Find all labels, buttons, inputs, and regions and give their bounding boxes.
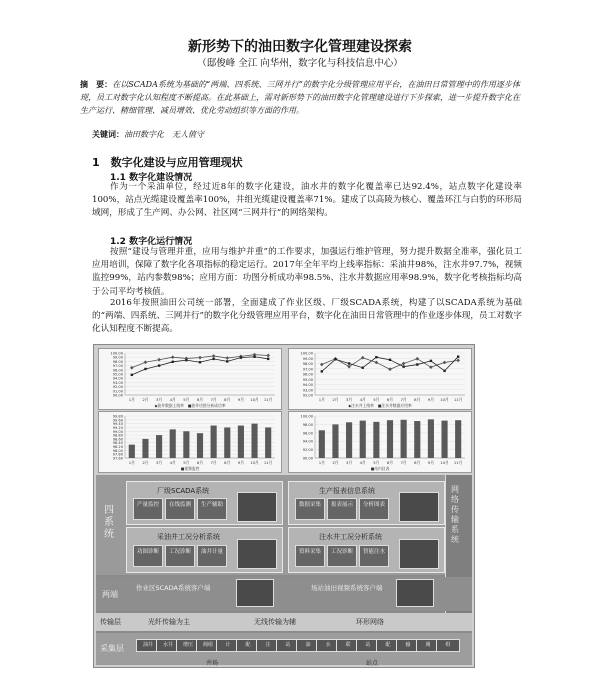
paragraph-1: 作为一个采油单位，经过近8年的数字化建设，油水井的数字化覆盖率已达92.4%，站点数字化建设率100%，站点光缆建设覆盖率100%，井组光缆建设覆盖率71%。建成了以高陵为核心、覆盖环江与白豹的环形局域网，形成了生产网、办公网、社区网“三网并行”的网络架构。 — [92, 182, 522, 219]
bar — [142, 439, 148, 458]
data-point — [348, 362, 350, 364]
x-tick-label: 5月 — [373, 397, 380, 402]
y-tick-label: 98.00 — [112, 448, 123, 453]
x-tick-label: 11月 — [453, 397, 463, 402]
data-point — [253, 356, 255, 358]
y-tick-label: 98.20 — [112, 445, 123, 450]
data-point — [375, 356, 377, 358]
data-point — [320, 363, 324, 367]
data-point — [402, 362, 406, 366]
data-point — [199, 361, 201, 363]
data-point — [158, 364, 160, 366]
collect-item: 增压 — [176, 639, 200, 652]
y-tick-label: 94.00 — [302, 439, 313, 444]
collect-item: 水 — [316, 639, 340, 652]
x-tick-label: 3月 — [345, 397, 353, 402]
x-tick-label: 8月 — [224, 397, 231, 402]
data-point — [321, 370, 323, 372]
x-tick-label: 3月 — [155, 460, 163, 465]
x-tick-label: 1月 — [318, 460, 325, 465]
y-tick-label: 94.00 — [112, 376, 123, 381]
bar — [332, 424, 338, 458]
x-tick-label: 1月 — [128, 460, 135, 465]
chart-legend: ◆注水井上线率 ■注水井数据应用率 — [348, 403, 412, 408]
label-two-ends: 两端 — [102, 590, 118, 599]
label-transmission: 传输层 — [100, 618, 121, 626]
subsection-1-1-title: 1.1 数字化建设情况 — [110, 173, 193, 183]
y-tick-label: 95.00 — [112, 372, 123, 377]
client-video: 场站油田视频系统客户端 — [311, 584, 383, 592]
panel-title: 采油井工况分析系统 — [157, 533, 220, 541]
x-tick-label: 1月 — [318, 397, 325, 402]
data-point — [415, 357, 419, 361]
bar — [455, 420, 461, 458]
y-tick-label: 98.40 — [112, 441, 123, 446]
y-tick-label: 97.00 — [112, 364, 123, 369]
y-tick-label: 97.80 — [112, 452, 123, 457]
collect-item: 配 — [236, 639, 260, 652]
bar — [360, 421, 366, 458]
y-tick-label: 90.00 — [112, 393, 123, 398]
bar — [183, 431, 189, 458]
collect-bottom-wellsite: 井场 — [206, 660, 219, 667]
tile: 功图诊断 — [133, 545, 163, 567]
tile: 工况诊断 — [327, 545, 357, 567]
x-tick-label: 10月 — [440, 460, 449, 465]
y-tick-label: 92.00 — [112, 385, 123, 390]
y-tick-label: 100.00 — [300, 351, 313, 356]
x-tick-label: 11月 — [453, 460, 463, 465]
y-tick-label: 92.00 — [302, 448, 313, 453]
paragraph-2: 按照“建设与管理并重，应用与维护并重”的工作要求，加强运行维护管理，努力提升数据全准率，强化员工应用培训，保障了数字化各项指标的稳定运行。2017年全年平均上线率指标：采油井98%，注水井97.7%，视频监控99%，站内参数98%；应用方面：功图分析成功率98.5%、注水井数据应用率98.9%，数字化考核指标均高于公司平均考核值。 — [92, 247, 522, 297]
y-tick-label: 99.00 — [112, 355, 123, 360]
data-point — [416, 363, 418, 365]
collect-item: 组 — [436, 639, 460, 652]
screenshot-thumbnail — [236, 579, 274, 607]
data-point — [334, 358, 336, 360]
data-point — [131, 374, 133, 376]
y-tick-label: 98.00 — [302, 362, 313, 366]
x-tick-label: 8月 — [414, 397, 421, 402]
y-tick-label: 91.00 — [112, 389, 123, 394]
screenshot-thumbnail — [399, 492, 439, 522]
data-point — [240, 356, 242, 358]
y-tick-label: 99.80 — [112, 414, 123, 419]
panel-title: 厂级SCADA系统 — [157, 487, 210, 495]
collect-item: 输 — [396, 639, 420, 652]
x-tick-label: 6月 — [386, 397, 394, 402]
screenshot-thumbnail — [237, 539, 277, 569]
bar — [401, 420, 407, 458]
x-tick-label: 10月 — [250, 460, 259, 465]
side-label: 网络传输系统 — [451, 485, 459, 544]
y-tick-label: 93.00 — [112, 380, 123, 385]
tile: 分析图表 — [359, 498, 389, 520]
series-line — [132, 357, 268, 375]
x-tick-label: 5月 — [183, 397, 190, 402]
x-tick-label: 2月 — [332, 397, 339, 402]
data-point — [212, 358, 214, 360]
figure-panel — [93, 344, 475, 668]
y-tick-label: 98.00 — [302, 422, 313, 427]
keywords-text: 油田数字化 无人值守 — [124, 130, 204, 139]
x-tick-label: 11月 — [263, 460, 273, 465]
x-tick-label: 10月 — [440, 397, 449, 402]
trans-item: 无线传输为辅 — [254, 618, 296, 626]
data-point — [375, 361, 379, 365]
data-point — [443, 361, 447, 365]
chart-legend: ■站内仪表 — [370, 466, 390, 471]
bar — [238, 426, 244, 458]
architecture-diagram — [96, 475, 472, 665]
data-point — [362, 367, 364, 369]
collect-item: 计 — [216, 639, 240, 652]
y-tick-label: 99.20 — [112, 425, 123, 430]
collect-item: 阀 — [416, 639, 440, 652]
keywords-label: 关键词： — [92, 130, 124, 139]
bar — [251, 424, 257, 458]
x-tick-label: 4月 — [359, 397, 366, 402]
x-tick-label: 3月 — [345, 460, 353, 465]
data-point — [198, 356, 202, 360]
collect-item: 站 — [276, 639, 300, 652]
y-tick-label: 95.00 — [302, 377, 313, 382]
x-tick-label: 4月 — [359, 460, 366, 465]
x-tick-label: 9月 — [427, 460, 435, 465]
tile: 数据采集 — [295, 498, 325, 520]
data-point — [172, 361, 174, 363]
y-tick-label: 99.60 — [112, 418, 123, 423]
trans-item: 光纤传输为主 — [148, 618, 190, 626]
x-tick-label: 1月 — [128, 397, 135, 402]
x-tick-label: 7月 — [400, 460, 407, 465]
x-tick-label: 11月 — [263, 397, 273, 402]
tile: 产量监控 — [133, 498, 163, 520]
y-tick-label: 99.00 — [302, 356, 313, 361]
x-tick-label: 7月 — [210, 460, 217, 465]
x-tick-label: 8月 — [224, 460, 231, 465]
x-tick-label: 9月 — [427, 397, 435, 402]
bar — [346, 422, 352, 458]
panel-water-well-analysis — [288, 527, 445, 573]
bar — [414, 421, 420, 458]
data-point — [429, 365, 433, 369]
data-point — [443, 370, 445, 372]
tile: 工况诊断 — [165, 545, 195, 567]
bar — [373, 422, 379, 458]
bar — [441, 421, 447, 458]
section-1-title: 1 数字化建设与应用管理现状 — [92, 156, 243, 169]
paragraph-3: 2016年按照油田公司统一部署，全面建成了作业区级、厂级SCADA系统，构建了以SCADA系统为基础的“两端、四系统、三网并行”的数字化分级管理应用平台，数字化在油田日常管理中的作业逐步体现，员工对数字化认知程度不断提高。 — [92, 298, 522, 335]
x-tick-label: 10月 — [250, 397, 259, 402]
paper-authors: （邸俊峰 全江 向华州，数字化与科技信息中心） — [197, 58, 403, 69]
x-tick-label: 6月 — [386, 460, 394, 465]
screenshot-thumbnail — [237, 492, 277, 522]
panel-title: 注水井工况分析系统 — [319, 533, 382, 541]
x-tick-label: 5月 — [183, 460, 190, 465]
screenshot-thumbnail — [399, 539, 439, 569]
data-point — [226, 360, 228, 362]
collect-item: 水井 — [156, 639, 180, 652]
panel-title: 生产报表信息系统 — [319, 487, 375, 495]
chart-station-meter — [288, 411, 472, 473]
panel-production-report — [288, 481, 445, 525]
abstract-text: 在以SCADA系统为基础的“两端、四系统、三网并行”的数字化分级管理应用平台，在油田日常管理中的作用逐步体现，员工对数字化认知程度不断提高。在此基础上，需对新形势下的油田数字化管理建设进行下步探索，进一步提升数字化在生产运行、精细管理、减员增效、优化劳动组织等方面的作用。 — [80, 80, 521, 115]
y-tick-label: 98.60 — [112, 437, 123, 442]
abstract — [80, 78, 520, 117]
x-tick-label: 2月 — [142, 397, 149, 402]
panel-oil-well-analysis — [126, 527, 283, 573]
screenshot-thumbnail — [396, 579, 434, 607]
y-tick-label: 92.00 — [302, 393, 313, 398]
tile: 油井计量 — [197, 545, 227, 567]
data-point — [402, 365, 404, 367]
y-tick-label: 100.00 — [110, 351, 123, 356]
y-tick-label: 96.00 — [302, 372, 313, 377]
bar — [197, 433, 203, 458]
data-point — [130, 366, 134, 370]
y-tick-label: 100.00 — [300, 414, 313, 419]
x-tick-label: 7月 — [400, 397, 407, 402]
bar — [428, 419, 434, 458]
data-point — [456, 359, 460, 363]
data-point — [389, 359, 391, 361]
y-tick-label: 96.00 — [112, 368, 123, 373]
abstract-label: 摘 要： — [80, 80, 113, 89]
client-scada: 作业区SCADA系统客户端 — [136, 584, 211, 592]
collect-item: 站 — [356, 639, 380, 652]
data-point — [266, 354, 270, 358]
bar — [319, 430, 325, 458]
bar — [129, 445, 135, 458]
x-tick-label: 9月 — [237, 397, 245, 402]
keywords — [92, 129, 204, 140]
x-tick-label: 6月 — [196, 460, 204, 465]
x-tick-label: 5月 — [373, 460, 380, 465]
x-tick-label: 3月 — [155, 397, 163, 402]
x-tick-label: 4月 — [169, 460, 176, 465]
chart-video — [98, 411, 282, 473]
data-point — [185, 359, 187, 361]
collect-item: 油井 — [136, 639, 160, 652]
collect-item: 配 — [376, 639, 400, 652]
collect-item: 阀组 — [196, 639, 220, 652]
collect-bottom-station: 站点 — [366, 660, 379, 667]
collect-item: 注 — [256, 639, 280, 652]
panel-plant-scada — [126, 481, 283, 525]
tile: 报表展示 — [327, 498, 357, 520]
data-point — [171, 355, 175, 359]
y-tick-label: 97.00 — [302, 367, 313, 372]
y-tick-label: 93.00 — [302, 388, 313, 393]
data-point — [225, 356, 229, 360]
subsection-1-2-title: 1.2 数字化运行情况 — [110, 237, 193, 247]
bar — [224, 427, 230, 458]
x-tick-label: 6月 — [196, 397, 204, 402]
chart-water-well — [288, 348, 472, 410]
trans-item: 环形网络 — [356, 618, 384, 626]
y-tick-label: 94.00 — [302, 383, 313, 387]
bar — [211, 426, 217, 458]
data-point — [388, 367, 392, 371]
bar — [156, 435, 162, 458]
chart-legend: ■视频监控 — [180, 466, 200, 471]
y-tick-label: 98.00 — [112, 359, 123, 364]
y-tick-label: 97.60 — [112, 456, 123, 461]
tile: 资料采集 — [295, 545, 325, 567]
data-point — [457, 355, 459, 357]
y-tick-label: 99.00 — [112, 429, 123, 434]
label-collection: 采集层 — [100, 644, 124, 653]
x-tick-label: 4月 — [169, 397, 176, 402]
bar — [170, 429, 176, 458]
paper-title: 新形势下的油田数字化管理建设探索 — [188, 39, 412, 55]
x-tick-label: 7月 — [210, 397, 217, 402]
data-point — [157, 358, 161, 362]
data-point — [430, 360, 432, 362]
tile: 生产辅助 — [197, 498, 227, 520]
data-point — [144, 360, 148, 364]
y-tick-label: 99.40 — [112, 422, 123, 427]
chart-legend: ◆油井数据上线率 ■油井功图分析成功率 — [154, 403, 226, 408]
data-point — [144, 368, 146, 370]
bar — [265, 427, 271, 458]
chart-oil-well — [98, 348, 282, 410]
data-point — [267, 358, 269, 360]
x-tick-label: 9月 — [237, 460, 245, 465]
bar — [387, 420, 393, 458]
x-tick-label: 2月 — [332, 460, 339, 465]
y-tick-label: 98.80 — [112, 433, 123, 438]
x-tick-label: 8月 — [414, 460, 421, 465]
x-tick-label: 2月 — [142, 460, 149, 465]
label-four-systems: 四系统 — [104, 505, 114, 540]
collect-item: 联 — [336, 639, 360, 652]
tile: 智能注水 — [359, 545, 389, 567]
y-tick-label: 90.00 — [302, 456, 313, 461]
y-tick-label: 96.00 — [302, 431, 313, 436]
tile: 在线监测 — [165, 498, 195, 520]
collect-item: 油 — [296, 639, 320, 652]
